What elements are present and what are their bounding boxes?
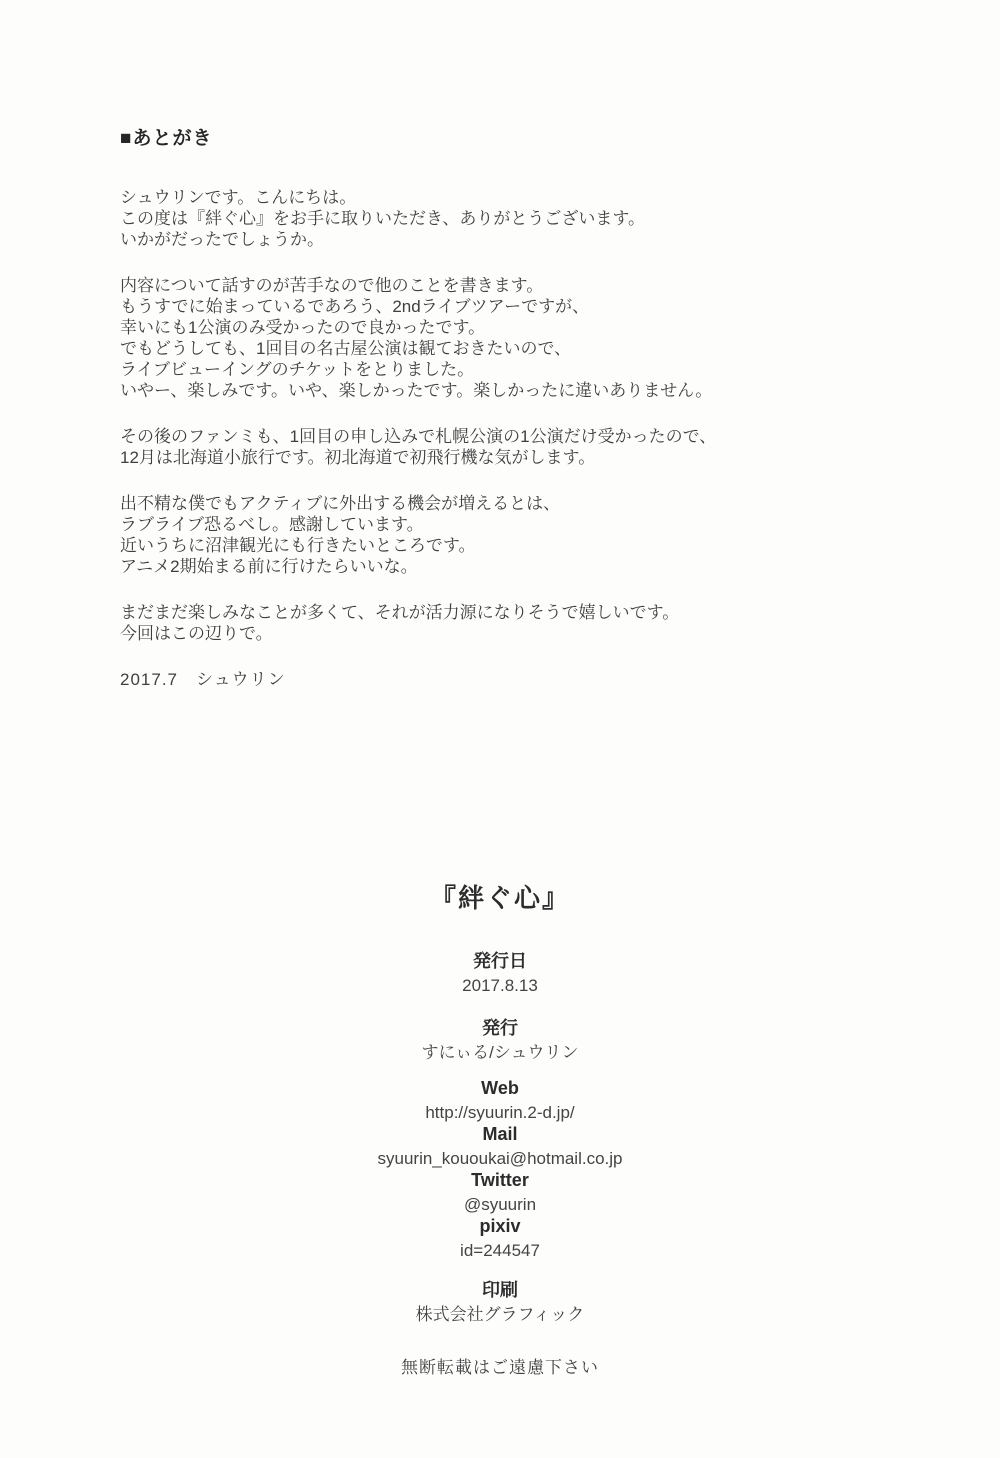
text-line: この度は『絆ぐ心』をお手に取りいただき、ありがとうございます。 <box>120 209 645 228</box>
colophon-label: Twitter <box>471 1170 529 1190</box>
text-line: その後のファンミも、1回目の申し込みで札幌公演の1公演だけ受かったので、 <box>120 427 717 446</box>
book-title: 『絆ぐ心』 <box>429 883 570 913</box>
text-line: でもどうしても、1回目の名古屋公演は観ておきたいので、 <box>120 339 572 358</box>
colophon-section <box>0 883 1000 1378</box>
text-line: 内容について話すのが苦手なので他のことを書きます。 <box>120 276 544 295</box>
colophon-entry-web <box>0 1077 1000 1123</box>
afterword-heading: ■あとがき <box>120 128 213 149</box>
text-line: もうすでに始まっているであろう、2ndライブツアーですが、 <box>120 297 590 316</box>
website-url: http://syuurin.2-d.jp/ <box>425 1103 575 1122</box>
publish-date: 2017.8.13 <box>462 976 538 995</box>
printer-name: 株式会社グラフィック <box>415 1305 585 1324</box>
afterword-paragraph <box>120 493 820 577</box>
text-line: アニメ2期始まる前に行けたらいいな。 <box>120 557 418 576</box>
text-line: 12月は北海道小旅行です。初北海道で初飛行機な気がします。 <box>120 448 596 467</box>
colophon-label: pixiv <box>479 1216 521 1236</box>
colophon-entry-pixiv <box>0 1215 1000 1261</box>
colophon-label: 発行 <box>482 1018 518 1038</box>
colophon-entry-mail <box>0 1123 1000 1169</box>
colophon-label: Web <box>481 1078 519 1098</box>
colophon-label: Mail <box>482 1124 518 1144</box>
text-line: 近いうちに沼津観光にも行きたいところです。 <box>120 536 476 555</box>
text-line: 今回はこの辺りで。 <box>120 624 273 643</box>
colophon-label: 印刷 <box>482 1280 518 1300</box>
twitter-handle: @syuurin <box>463 1195 537 1214</box>
afterword-paragraph <box>120 602 820 644</box>
no-reprint-notice: 無断転載はご遠慮下さい <box>401 1358 599 1377</box>
text-line: ライブビューイングのチケットをとりました。 <box>120 360 475 379</box>
colophon-entry-printer <box>0 1279 1000 1325</box>
text-line: シュウリンです。こんにちは。 <box>120 188 357 207</box>
email-address: syuurin_kououkai@hotmail.co.jp <box>377 1149 623 1168</box>
pixiv-id: id=244547 <box>460 1241 540 1260</box>
colophon-entry-twitter <box>0 1169 1000 1215</box>
afterword-paragraph <box>120 275 820 401</box>
colophon-label: 発行日 <box>473 951 527 971</box>
publisher-name: すにぃる/シュウリン <box>421 1043 579 1062</box>
afterword-paragraph <box>120 426 820 468</box>
text-line: まだまだ楽しみなことが多くて、それが活力源になりそうで嬉しいです。 <box>120 603 680 622</box>
text-line: 出不精な僕でもアクティブに外出する機会が増えるとは、 <box>120 494 561 513</box>
text-line: いかがだったでしょうか。 <box>120 230 324 249</box>
text-line: いやー、楽しみです。いや、楽しかったです。楽しかったに違いありません。 <box>120 381 713 400</box>
colophon-entry-publish-date <box>0 950 1000 996</box>
text-line: 幸いにも1公演のみ受かったので良かったです。 <box>120 318 486 337</box>
text-line: ラブライブ恐るべし。感謝しています。 <box>120 515 424 534</box>
signoff-date-author: 2017.7 シュウリン <box>120 670 286 689</box>
afterword-section <box>120 127 820 690</box>
colophon-entry-publisher <box>0 1017 1000 1063</box>
afterword-paragraph <box>120 187 820 250</box>
